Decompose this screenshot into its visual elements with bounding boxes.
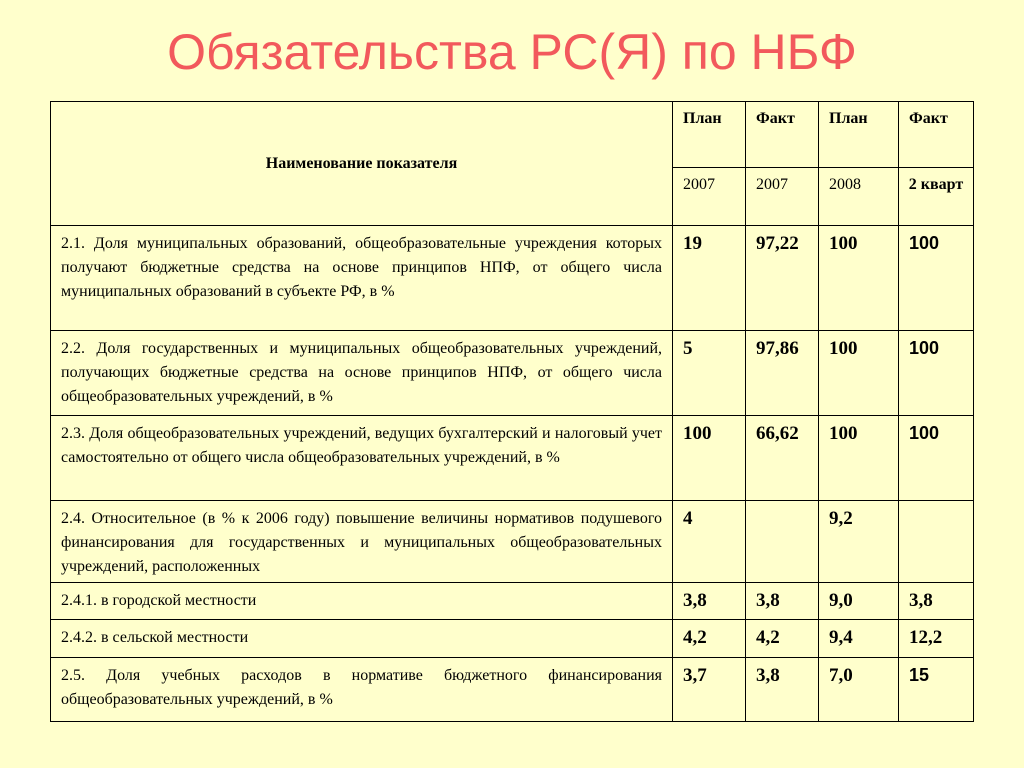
value-plan-2007: 3,8 — [673, 583, 746, 620]
value-fact-2007: 3,8 — [746, 583, 819, 620]
col-type-4: Факт — [899, 102, 974, 168]
col-year-4: 2 кварт — [899, 168, 974, 226]
value-fact-2q: 12,2 — [899, 620, 974, 658]
value-fact-2q: 100 — [899, 416, 974, 501]
row-label: 2.2. Доля государственных и муниципальных общеобразовательных учреждений, получающих бюджетные средства на основе принципов НПФ, от общего числа общеобразовательных учреждений, в % — [51, 331, 673, 416]
value-fact-2007: 97,22 — [746, 226, 819, 331]
table-row — [51, 331, 974, 416]
value-fact-2q: 100 — [899, 226, 974, 331]
header-row-types — [51, 102, 974, 168]
table-row — [51, 226, 974, 331]
table-row — [51, 501, 974, 583]
row-label: 2.3. Доля общеобразовательных учреждений, ведущих бухгалтерский и налоговый учет самостоятельно от общего числа общеобразовательных учреждений, в % — [51, 416, 673, 501]
value-plan-2008: 7,0 — [819, 658, 899, 722]
value-fact-2007 — [746, 501, 819, 583]
value-fact-2007: 66,62 — [746, 416, 819, 501]
col-type-3: План — [819, 102, 899, 168]
col-year-3: 2008 — [819, 168, 899, 226]
col-year-1: 2007 — [673, 168, 746, 226]
table-row — [51, 583, 974, 620]
value-plan-2007: 5 — [673, 331, 746, 416]
value-plan-2007: 4,2 — [673, 620, 746, 658]
table-row — [51, 416, 974, 501]
indicators-table — [50, 101, 974, 722]
row-label: 2.4.2. в сельской местности — [51, 620, 673, 658]
value-fact-2q — [899, 501, 974, 583]
value-fact-2007: 3,8 — [746, 658, 819, 722]
col-type-1: План — [673, 102, 746, 168]
value-plan-2008: 100 — [819, 331, 899, 416]
page-title: Обязательства РС(Я) по НБФ — [167, 24, 857, 80]
table-row — [51, 620, 974, 658]
table-row — [51, 658, 974, 722]
value-fact-2q: 100 — [899, 331, 974, 416]
row-label: 2.4.1. в городской местности — [51, 583, 673, 620]
row-label: 2.4. Относительное (в % к 2006 году) повышение величины нормативов подушевого финансирования для государственных и муниципальных общеобразовательных учреждений, расположенных — [51, 501, 673, 583]
value-plan-2008: 9,4 — [819, 620, 899, 658]
value-plan-2007: 100 — [673, 416, 746, 501]
value-plan-2007: 19 — [673, 226, 746, 331]
value-plan-2008: 100 — [819, 226, 899, 331]
row-label: 2.1. Доля муниципальных образований, общеобразовательные учреждения которых получают бюджетные средства на основе принципов НПФ, от общего числа муниципальных образований в субъекте РФ, в % — [51, 226, 673, 331]
value-fact-2007: 97,86 — [746, 331, 819, 416]
col-type-2: Факт — [746, 102, 819, 168]
value-fact-2q: 3,8 — [899, 583, 974, 620]
value-plan-2008: 100 — [819, 416, 899, 501]
value-plan-2007: 3,7 — [673, 658, 746, 722]
value-plan-2008: 9,0 — [819, 583, 899, 620]
value-plan-2008: 9,2 — [819, 501, 899, 583]
value-fact-2q: 15 — [899, 658, 974, 722]
row-label: 2.5. Доля учебных расходов в нормативе бюджетного финансирования общеобразовательных учреждений, в % — [51, 658, 673, 722]
indicator-name-header: Наименование показателя — [51, 102, 673, 226]
value-fact-2007: 4,2 — [746, 620, 819, 658]
value-plan-2007: 4 — [673, 501, 746, 583]
col-year-2: 2007 — [746, 168, 819, 226]
